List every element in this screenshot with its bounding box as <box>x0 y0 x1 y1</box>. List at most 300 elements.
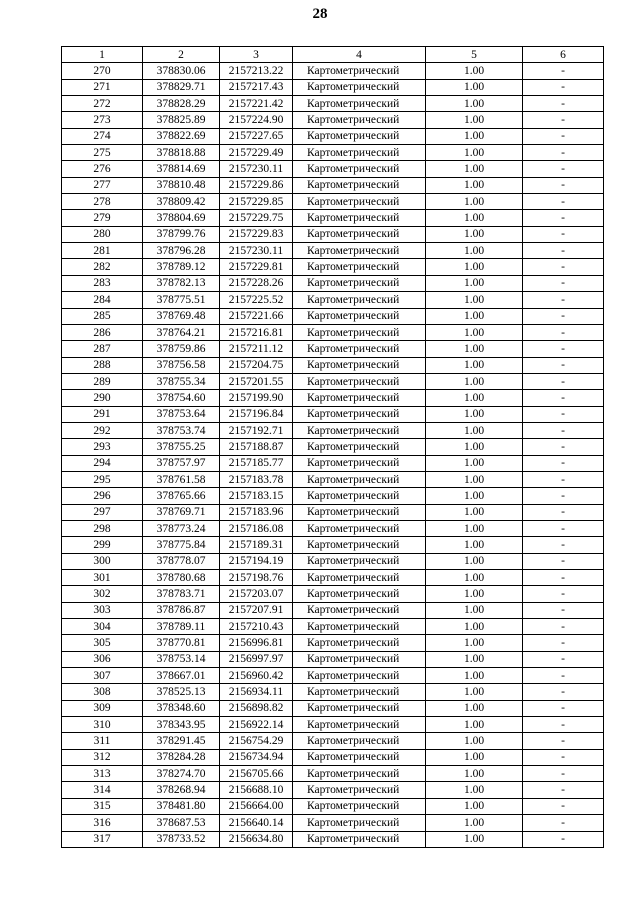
table-row <box>62 619 604 635</box>
y-coordinate-cell: 2157213.22 <box>220 63 293 79</box>
accuracy-cell: 1.00 <box>426 373 523 389</box>
table-row <box>62 79 604 95</box>
method-cell: Картометрический <box>293 766 426 782</box>
method-cell: Картометрический <box>293 831 426 847</box>
table-row <box>62 194 604 210</box>
y-coordinate-cell: 2157216.81 <box>220 324 293 340</box>
table-row <box>62 112 604 128</box>
x-coordinate-cell: 378778.07 <box>143 553 220 569</box>
note-cell: - <box>523 259 604 275</box>
header-cell-accuracy: 5 <box>426 47 523 63</box>
y-coordinate-cell: 2157204.75 <box>220 357 293 373</box>
accuracy-cell: 1.00 <box>426 619 523 635</box>
x-coordinate-cell: 378343.95 <box>143 717 220 733</box>
x-coordinate-cell: 378525.13 <box>143 684 220 700</box>
note-cell: - <box>523 275 604 291</box>
accuracy-cell: 1.00 <box>426 79 523 95</box>
point-number-cell: 297 <box>62 504 143 520</box>
accuracy-cell: 1.00 <box>426 504 523 520</box>
note-cell: - <box>523 635 604 651</box>
table-row <box>62 128 604 144</box>
table-row <box>62 815 604 831</box>
table-row <box>62 602 604 618</box>
point-number-cell: 290 <box>62 390 143 406</box>
note-cell: - <box>523 782 604 798</box>
method-cell: Картометрический <box>293 782 426 798</box>
note-cell: - <box>523 79 604 95</box>
y-coordinate-cell: 2157225.52 <box>220 292 293 308</box>
table-row <box>62 210 604 226</box>
accuracy-cell: 1.00 <box>426 733 523 749</box>
method-cell: Картометрический <box>293 324 426 340</box>
table-row <box>62 259 604 275</box>
x-coordinate-cell: 378829.71 <box>143 79 220 95</box>
table-row <box>62 749 604 765</box>
y-coordinate-cell: 2156996.81 <box>220 635 293 651</box>
method-cell: Картометрический <box>293 651 426 667</box>
point-number-cell: 300 <box>62 553 143 569</box>
accuracy-cell: 1.00 <box>426 586 523 602</box>
x-coordinate-cell: 378754.60 <box>143 390 220 406</box>
table-row <box>62 308 604 324</box>
method-cell: Картометрический <box>293 684 426 700</box>
point-number-cell: 304 <box>62 619 143 635</box>
method-cell: Картометрический <box>293 422 426 438</box>
accuracy-cell: 1.00 <box>426 210 523 226</box>
table-row <box>62 766 604 782</box>
y-coordinate-cell: 2157207.91 <box>220 602 293 618</box>
table-row <box>62 390 604 406</box>
method-cell: Картометрический <box>293 586 426 602</box>
method-cell: Картометрический <box>293 112 426 128</box>
point-number-cell: 299 <box>62 537 143 553</box>
y-coordinate-cell: 2157221.42 <box>220 96 293 112</box>
y-coordinate-cell: 2157185.77 <box>220 455 293 471</box>
note-cell: - <box>523 373 604 389</box>
accuracy-cell: 1.00 <box>426 243 523 259</box>
note-cell: - <box>523 520 604 536</box>
x-coordinate-cell: 378783.71 <box>143 586 220 602</box>
accuracy-cell: 1.00 <box>426 275 523 291</box>
y-coordinate-cell: 2157229.75 <box>220 210 293 226</box>
y-coordinate-cell: 2156898.82 <box>220 700 293 716</box>
method-cell: Картометрический <box>293 570 426 586</box>
table-row <box>62 635 604 651</box>
point-number-cell: 309 <box>62 700 143 716</box>
accuracy-cell: 1.00 <box>426 63 523 79</box>
note-cell: - <box>523 210 604 226</box>
accuracy-cell: 1.00 <box>426 406 523 422</box>
accuracy-cell: 1.00 <box>426 390 523 406</box>
note-cell: - <box>523 357 604 373</box>
y-coordinate-cell: 2157229.85 <box>220 194 293 210</box>
method-cell: Картометрический <box>293 733 426 749</box>
method-cell: Картометрический <box>293 259 426 275</box>
note-cell: - <box>523 553 604 569</box>
table-row <box>62 717 604 733</box>
accuracy-cell: 1.00 <box>426 553 523 569</box>
table-row <box>62 798 604 814</box>
y-coordinate-cell: 2157230.11 <box>220 161 293 177</box>
note-cell: - <box>523 96 604 112</box>
point-number-cell: 302 <box>62 586 143 602</box>
table-row <box>62 96 604 112</box>
x-coordinate-cell: 378757.97 <box>143 455 220 471</box>
method-cell: Картометрический <box>293 128 426 144</box>
point-number-cell: 298 <box>62 520 143 536</box>
accuracy-cell: 1.00 <box>426 635 523 651</box>
note-cell: - <box>523 145 604 161</box>
method-cell: Картометрический <box>293 308 426 324</box>
y-coordinate-cell: 2157229.86 <box>220 177 293 193</box>
y-coordinate-cell: 2157183.15 <box>220 488 293 504</box>
header-cell-y: 3 <box>220 47 293 63</box>
note-cell: - <box>523 700 604 716</box>
method-cell: Картометрический <box>293 243 426 259</box>
point-number-cell: 277 <box>62 177 143 193</box>
header-cell-method: 4 <box>293 47 426 63</box>
accuracy-cell: 1.00 <box>426 439 523 455</box>
table-row <box>62 831 604 847</box>
table-row <box>62 357 604 373</box>
y-coordinate-cell: 2157228.26 <box>220 275 293 291</box>
point-number-cell: 278 <box>62 194 143 210</box>
method-cell: Картометрический <box>293 668 426 684</box>
point-number-cell: 301 <box>62 570 143 586</box>
x-coordinate-cell: 378769.48 <box>143 308 220 324</box>
table-row <box>62 553 604 569</box>
x-coordinate-cell: 378814.69 <box>143 161 220 177</box>
method-cell: Картометрический <box>293 553 426 569</box>
x-coordinate-cell: 378818.88 <box>143 145 220 161</box>
table-row <box>62 341 604 357</box>
table-row <box>62 733 604 749</box>
method-cell: Картометрический <box>293 226 426 242</box>
table-row <box>62 161 604 177</box>
point-number-cell: 296 <box>62 488 143 504</box>
accuracy-cell: 1.00 <box>426 161 523 177</box>
point-number-cell: 288 <box>62 357 143 373</box>
note-cell: - <box>523 602 604 618</box>
x-coordinate-cell: 378782.13 <box>143 275 220 291</box>
y-coordinate-cell: 2157188.87 <box>220 439 293 455</box>
y-coordinate-cell: 2157203.07 <box>220 586 293 602</box>
note-cell: - <box>523 619 604 635</box>
point-number-cell: 280 <box>62 226 143 242</box>
table-row <box>62 537 604 553</box>
point-number-cell: 271 <box>62 79 143 95</box>
accuracy-cell: 1.00 <box>426 308 523 324</box>
y-coordinate-cell: 2157196.84 <box>220 406 293 422</box>
point-number-cell: 312 <box>62 749 143 765</box>
y-coordinate-cell: 2156997.97 <box>220 651 293 667</box>
accuracy-cell: 1.00 <box>426 96 523 112</box>
table-row <box>62 668 604 684</box>
note-cell: - <box>523 651 604 667</box>
method-cell: Картометрический <box>293 406 426 422</box>
point-number-cell: 303 <box>62 602 143 618</box>
accuracy-cell: 1.00 <box>426 341 523 357</box>
table-row <box>62 373 604 389</box>
accuracy-cell: 1.00 <box>426 422 523 438</box>
note-cell: - <box>523 733 604 749</box>
x-coordinate-cell: 378755.25 <box>143 439 220 455</box>
note-cell: - <box>523 292 604 308</box>
note-cell: - <box>523 798 604 814</box>
note-cell: - <box>523 112 604 128</box>
method-cell: Картометрический <box>293 635 426 651</box>
point-number-cell: 313 <box>62 766 143 782</box>
accuracy-cell: 1.00 <box>426 798 523 814</box>
point-number-cell: 294 <box>62 455 143 471</box>
x-coordinate-cell: 378764.21 <box>143 324 220 340</box>
x-coordinate-cell: 378796.28 <box>143 243 220 259</box>
x-coordinate-cell: 378753.64 <box>143 406 220 422</box>
table-row <box>62 455 604 471</box>
x-coordinate-cell: 378804.69 <box>143 210 220 226</box>
table-row <box>62 471 604 487</box>
y-coordinate-cell: 2157227.65 <box>220 128 293 144</box>
note-cell: - <box>523 226 604 242</box>
accuracy-cell: 1.00 <box>426 749 523 765</box>
note-cell: - <box>523 439 604 455</box>
accuracy-cell: 1.00 <box>426 651 523 667</box>
point-number-cell: 295 <box>62 471 143 487</box>
note-cell: - <box>523 684 604 700</box>
accuracy-cell: 1.00 <box>426 717 523 733</box>
method-cell: Картометрический <box>293 292 426 308</box>
x-coordinate-cell: 378348.60 <box>143 700 220 716</box>
table-row <box>62 488 604 504</box>
method-cell: Картометрический <box>293 373 426 389</box>
x-coordinate-cell: 378775.51 <box>143 292 220 308</box>
point-number-cell: 282 <box>62 259 143 275</box>
y-coordinate-cell: 2156934.11 <box>220 684 293 700</box>
x-coordinate-cell: 378765.66 <box>143 488 220 504</box>
accuracy-cell: 1.00 <box>426 292 523 308</box>
note-cell: - <box>523 766 604 782</box>
accuracy-cell: 1.00 <box>426 700 523 716</box>
point-number-cell: 306 <box>62 651 143 667</box>
point-number-cell: 292 <box>62 422 143 438</box>
point-number-cell: 281 <box>62 243 143 259</box>
point-number-cell: 285 <box>62 308 143 324</box>
note-cell: - <box>523 194 604 210</box>
table-row <box>62 243 604 259</box>
note-cell: - <box>523 831 604 847</box>
method-cell: Картометрический <box>293 537 426 553</box>
method-cell: Картометрический <box>293 63 426 79</box>
accuracy-cell: 1.00 <box>426 177 523 193</box>
x-coordinate-cell: 378789.12 <box>143 259 220 275</box>
x-coordinate-cell: 378789.11 <box>143 619 220 635</box>
note-cell: - <box>523 815 604 831</box>
table-row <box>62 324 604 340</box>
table-row <box>62 570 604 586</box>
method-cell: Картометрический <box>293 504 426 520</box>
method-cell: Картометрический <box>293 471 426 487</box>
table-row <box>62 177 604 193</box>
accuracy-cell: 1.00 <box>426 226 523 242</box>
accuracy-cell: 1.00 <box>426 455 523 471</box>
table-body <box>62 63 604 848</box>
point-number-cell: 317 <box>62 831 143 847</box>
point-number-cell: 289 <box>62 373 143 389</box>
table-row <box>62 292 604 308</box>
y-coordinate-cell: 2156688.10 <box>220 782 293 798</box>
point-number-cell: 305 <box>62 635 143 651</box>
note-cell: - <box>523 668 604 684</box>
accuracy-cell: 1.00 <box>426 537 523 553</box>
method-cell: Картометрический <box>293 194 426 210</box>
y-coordinate-cell: 2157189.31 <box>220 537 293 553</box>
method-cell: Картометрический <box>293 717 426 733</box>
method-cell: Картометрический <box>293 161 426 177</box>
y-coordinate-cell: 2157221.66 <box>220 308 293 324</box>
accuracy-cell: 1.00 <box>426 782 523 798</box>
point-number-cell: 286 <box>62 324 143 340</box>
x-coordinate-cell: 378822.69 <box>143 128 220 144</box>
y-coordinate-cell: 2156664.00 <box>220 798 293 814</box>
x-coordinate-cell: 378809.42 <box>143 194 220 210</box>
point-number-cell: 283 <box>62 275 143 291</box>
point-number-cell: 273 <box>62 112 143 128</box>
table-row <box>62 275 604 291</box>
x-coordinate-cell: 378274.70 <box>143 766 220 782</box>
note-cell: - <box>523 749 604 765</box>
point-number-cell: 308 <box>62 684 143 700</box>
table-row <box>62 226 604 242</box>
y-coordinate-cell: 2156634.80 <box>220 831 293 847</box>
note-cell: - <box>523 504 604 520</box>
y-coordinate-cell: 2157183.96 <box>220 504 293 520</box>
y-coordinate-cell: 2156960.42 <box>220 668 293 684</box>
coordinates-table <box>61 46 604 848</box>
note-cell: - <box>523 455 604 471</box>
table-row <box>62 684 604 700</box>
method-cell: Картометрический <box>293 357 426 373</box>
method-cell: Картометрический <box>293 275 426 291</box>
x-coordinate-cell: 378733.52 <box>143 831 220 847</box>
method-cell: Картометрический <box>293 619 426 635</box>
x-coordinate-cell: 378770.81 <box>143 635 220 651</box>
x-coordinate-cell: 378667.01 <box>143 668 220 684</box>
accuracy-cell: 1.00 <box>426 471 523 487</box>
point-number-cell: 276 <box>62 161 143 177</box>
y-coordinate-cell: 2157192.71 <box>220 422 293 438</box>
y-coordinate-cell: 2157211.12 <box>220 341 293 357</box>
y-coordinate-cell: 2156640.14 <box>220 815 293 831</box>
x-coordinate-cell: 378775.84 <box>143 537 220 553</box>
y-coordinate-cell: 2157217.43 <box>220 79 293 95</box>
accuracy-cell: 1.00 <box>426 324 523 340</box>
point-number-cell: 315 <box>62 798 143 814</box>
note-cell: - <box>523 161 604 177</box>
method-cell: Картометрический <box>293 177 426 193</box>
table-header-row <box>62 47 604 63</box>
note-cell: - <box>523 717 604 733</box>
method-cell: Картометрический <box>293 210 426 226</box>
table-row <box>62 782 604 798</box>
y-coordinate-cell: 2156754.29 <box>220 733 293 749</box>
y-coordinate-cell: 2156922.14 <box>220 717 293 733</box>
x-coordinate-cell: 378759.86 <box>143 341 220 357</box>
point-number-cell: 284 <box>62 292 143 308</box>
x-coordinate-cell: 378761.58 <box>143 471 220 487</box>
point-number-cell: 316 <box>62 815 143 831</box>
accuracy-cell: 1.00 <box>426 668 523 684</box>
accuracy-cell: 1.00 <box>426 602 523 618</box>
accuracy-cell: 1.00 <box>426 488 523 504</box>
point-number-cell: 310 <box>62 717 143 733</box>
point-number-cell: 293 <box>62 439 143 455</box>
x-coordinate-cell: 378828.29 <box>143 96 220 112</box>
note-cell: - <box>523 341 604 357</box>
table-row <box>62 586 604 602</box>
accuracy-cell: 1.00 <box>426 831 523 847</box>
point-number-cell: 279 <box>62 210 143 226</box>
x-coordinate-cell: 378756.58 <box>143 357 220 373</box>
y-coordinate-cell: 2157183.78 <box>220 471 293 487</box>
y-coordinate-cell: 2157198.76 <box>220 570 293 586</box>
method-cell: Картометрический <box>293 488 426 504</box>
method-cell: Картометрический <box>293 455 426 471</box>
point-number-cell: 287 <box>62 341 143 357</box>
y-coordinate-cell: 2157230.11 <box>220 243 293 259</box>
x-coordinate-cell: 378773.24 <box>143 520 220 536</box>
note-cell: - <box>523 488 604 504</box>
x-coordinate-cell: 378753.74 <box>143 422 220 438</box>
accuracy-cell: 1.00 <box>426 815 523 831</box>
table-row <box>62 63 604 79</box>
note-cell: - <box>523 177 604 193</box>
note-cell: - <box>523 243 604 259</box>
note-cell: - <box>523 537 604 553</box>
accuracy-cell: 1.00 <box>426 259 523 275</box>
x-coordinate-cell: 378284.28 <box>143 749 220 765</box>
point-number-cell: 311 <box>62 733 143 749</box>
method-cell: Картометрический <box>293 96 426 112</box>
note-cell: - <box>523 471 604 487</box>
accuracy-cell: 1.00 <box>426 145 523 161</box>
header-cell-x: 2 <box>143 47 220 63</box>
note-cell: - <box>523 63 604 79</box>
x-coordinate-cell: 378825.89 <box>143 112 220 128</box>
accuracy-cell: 1.00 <box>426 194 523 210</box>
point-number-cell: 275 <box>62 145 143 161</box>
table-row <box>62 520 604 536</box>
page-number: 28 <box>312 6 328 22</box>
point-number-cell: 270 <box>62 63 143 79</box>
method-cell: Картометрический <box>293 341 426 357</box>
accuracy-cell: 1.00 <box>426 684 523 700</box>
x-coordinate-cell: 378780.68 <box>143 570 220 586</box>
note-cell: - <box>523 390 604 406</box>
table-row <box>62 439 604 455</box>
note-cell: - <box>523 324 604 340</box>
method-cell: Картометрический <box>293 79 426 95</box>
accuracy-cell: 1.00 <box>426 112 523 128</box>
method-cell: Картометрический <box>293 700 426 716</box>
x-coordinate-cell: 378687.53 <box>143 815 220 831</box>
y-coordinate-cell: 2157199.90 <box>220 390 293 406</box>
method-cell: Картометрический <box>293 390 426 406</box>
table-row <box>62 406 604 422</box>
accuracy-cell: 1.00 <box>426 128 523 144</box>
x-coordinate-cell: 378268.94 <box>143 782 220 798</box>
method-cell: Картометрический <box>293 815 426 831</box>
x-coordinate-cell: 378481.80 <box>143 798 220 814</box>
